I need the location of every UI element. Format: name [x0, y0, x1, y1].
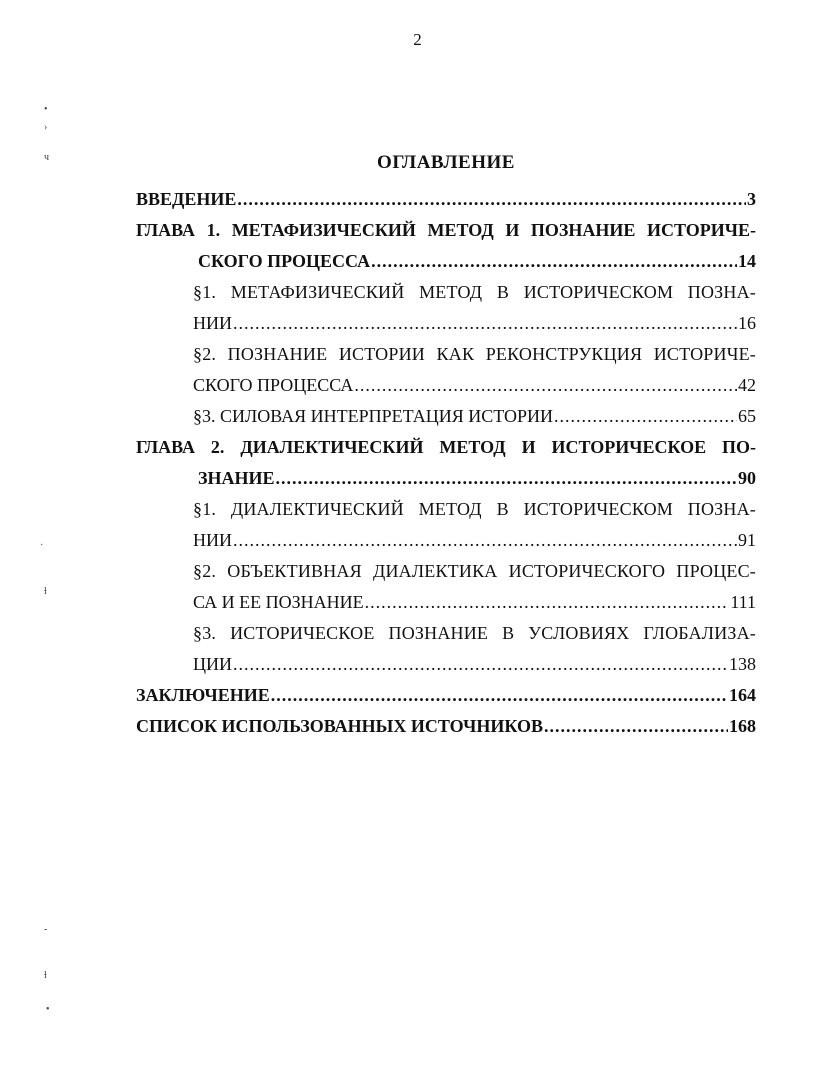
leader-dots — [237, 184, 746, 215]
toc-entry-page: 14 — [738, 251, 756, 271]
leader-dots — [271, 680, 728, 711]
toc-entry-label: ВВЕДЕНИЕ — [136, 189, 237, 209]
toc-entry-sources[interactable] — [136, 711, 756, 742]
toc-entry-label: СПИСОК ИСПОЛЬЗОВАННЫХ ИСТОЧНИКОВ — [136, 716, 543, 736]
scan-speck: ɫ — [44, 970, 47, 981]
toc-entry-label: ЗАКЛЮЧЕНИЕ — [136, 685, 270, 705]
toc-entry-page: 3 — [747, 189, 756, 209]
chapter-1-title-line2: СКОГО ПРОЦЕССА — [198, 251, 371, 271]
section-title-line2: СА И ЕЕ ПОЗНАНИЕ — [193, 592, 364, 612]
scan-speck: · — [40, 540, 44, 551]
toc-entry-page: 164 — [729, 685, 756, 705]
leader-dots — [233, 649, 728, 680]
toc-entry-section-2-3[interactable] — [136, 649, 756, 680]
scan-speck: ɫ — [44, 586, 47, 597]
leader-dots — [371, 246, 737, 277]
section-title-line2: СКОГО ПРОЦЕССА — [193, 375, 354, 395]
toc-entry-page: 65 — [738, 406, 756, 426]
toc-entry-chapter-2[interactable] — [136, 463, 756, 494]
scan-speck: › — [44, 122, 48, 133]
section-2-1-title-line1[interactable]: §1. ДИАЛЕКТИЧЕСКИЙ МЕТОД В ИСТОРИЧЕСКОМ ПОЗНА- — [193, 499, 756, 519]
scan-speck: • — [44, 104, 48, 115]
leader-dots — [233, 525, 737, 556]
scan-speck: ч — [44, 152, 50, 163]
toc-entry-page: 90 — [738, 468, 756, 488]
toc-entry-section-2-1[interactable] — [136, 525, 756, 556]
page-number: 2 — [413, 30, 422, 49]
chapter-2-title-line1[interactable]: ГЛАВА 2. ДИАЛЕКТИЧЕСКИЙ МЕТОД И ИСТОРИЧЕСКОЕ ПО- — [136, 437, 756, 457]
leader-dots — [365, 587, 730, 618]
leader-dots — [554, 401, 737, 432]
leader-dots — [354, 370, 737, 401]
toc-entry-conclusion[interactable] — [136, 680, 756, 711]
leader-dots — [233, 308, 737, 339]
toc-entry-section-1-2[interactable] — [136, 370, 756, 401]
scan-speck: - — [44, 924, 48, 935]
toc-entry-section-2-2[interactable] — [136, 587, 756, 618]
chapter-2-title-line2: ЗНАНИЕ — [198, 468, 275, 488]
chapter-1-title-line1[interactable]: ГЛАВА 1. МЕТАФИЗИЧЕСКИЙ МЕТОД И ПОЗНАНИЕ ИСТОРИЧЕ- — [136, 220, 756, 240]
section-title: §3. СИЛОВАЯ ИНТЕРПРЕТАЦИЯ ИСТОРИИ — [193, 406, 553, 426]
toc-entry-page: 91 — [738, 530, 756, 550]
scan-speck: • — [46, 1004, 50, 1015]
section-1-2-title-line1[interactable]: §2. ПОЗНАНИЕ ИСТОРИИ КАК РЕКОНСТРУКЦИЯ ИСТОРИЧЕ- — [193, 344, 756, 364]
toc-entry-page: 16 — [738, 313, 756, 333]
section-1-1-title-line1[interactable]: §1. МЕТАФИЗИЧЕСКИЙ МЕТОД В ИСТОРИЧЕСКОМ ПОЗНА- — [193, 282, 756, 302]
toc-entry-page: 42 — [738, 375, 756, 395]
section-2-2-title-line1[interactable]: §2. ОБЪЕКТИВНАЯ ДИАЛЕКТИКА ИСТОРИЧЕСКОГО ПРОЦЕС- — [193, 561, 756, 581]
toc-entry-page: 138 — [729, 654, 756, 674]
toc-entry-section-1-3[interactable] — [136, 401, 756, 432]
toc-title: ОГЛАВЛЕНИЕ — [377, 152, 515, 173]
toc-entry-chapter-1[interactable] — [136, 246, 756, 277]
section-title-line2: НИИ — [193, 313, 232, 333]
toc-entry-intro[interactable] — [136, 184, 756, 215]
section-2-3-title-line1[interactable]: §3. ИСТОРИЧЕСКОЕ ПОЗНАНИЕ В УСЛОВИЯХ ГЛОБАЛИЗА- — [193, 623, 756, 643]
toc-entry-page: 168 — [729, 716, 756, 736]
leader-dots — [276, 463, 737, 494]
leader-dots — [544, 711, 728, 742]
toc-entry-section-1-1[interactable] — [136, 308, 756, 339]
table-of-contents — [136, 184, 756, 742]
toc-entry-page: 111 — [730, 592, 756, 612]
section-title-line2: ЦИИ — [193, 654, 232, 674]
section-title-line2: НИИ — [193, 530, 232, 550]
